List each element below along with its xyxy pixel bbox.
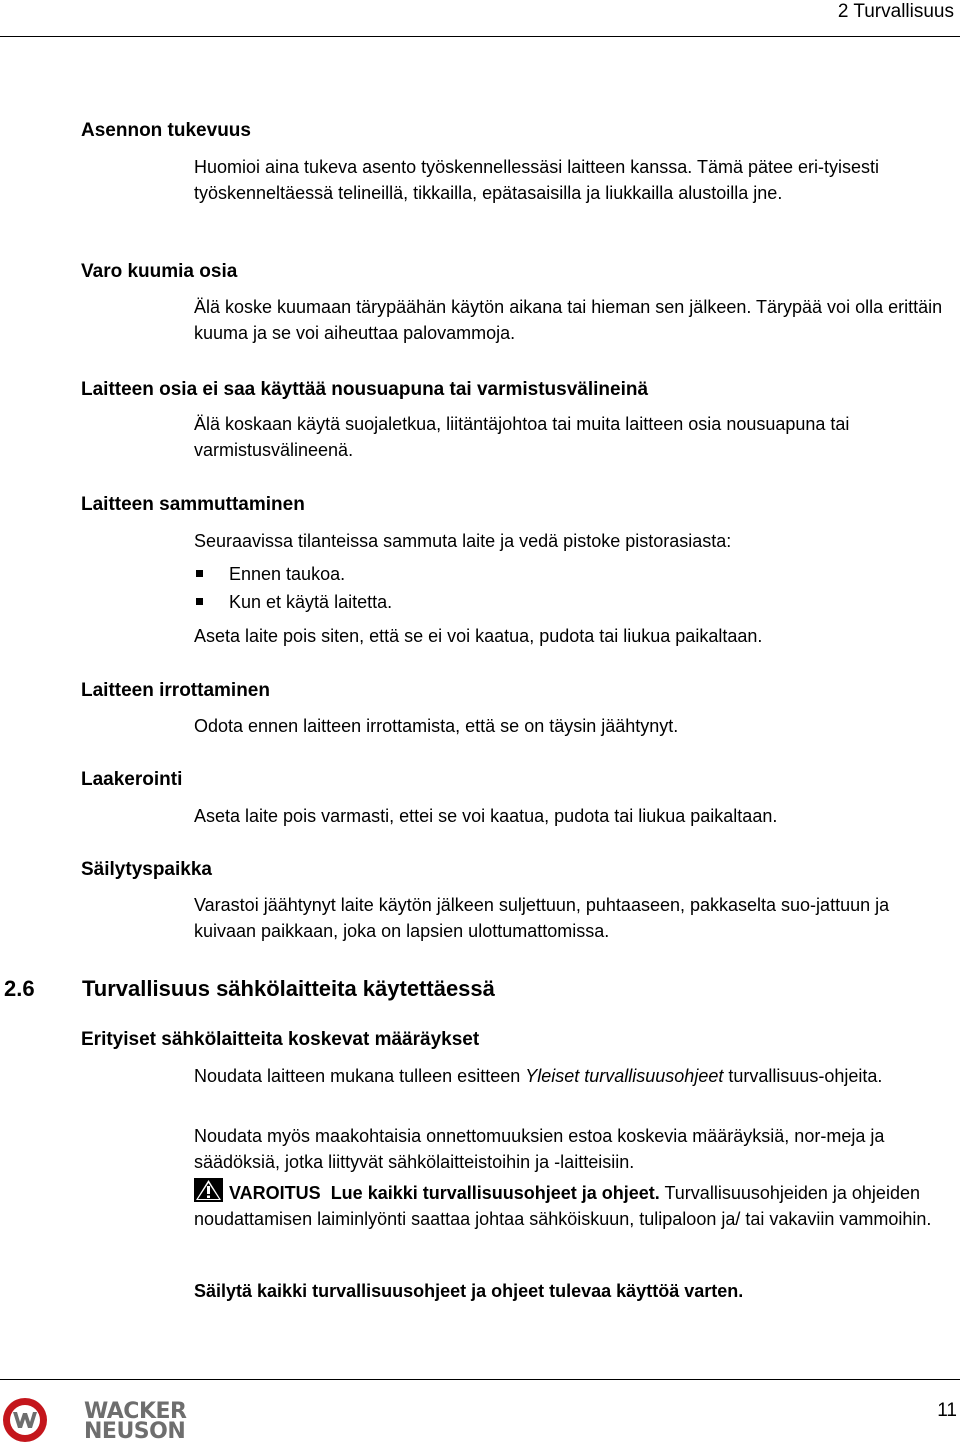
warning-block <box>194 1178 960 1232</box>
brand-logo: WACKER NEUSON <box>84 1399 187 1444</box>
header-divider <box>0 36 960 37</box>
heading-sailytyspaikka: Säilytyspaikka <box>81 859 212 880</box>
paragraph-sammuttaminen-outro: Aseta laite pois siten, että se ei voi kaatua, pudota tai liukua paikaltaan. <box>194 626 763 646</box>
section-title: Turvallisuus sähkölaitteita käytettäessä <box>82 976 495 1001</box>
heading-nousuapuna: Laitteen osia ei saa käyttää nousuapuna tai varmistusvälineinä <box>81 379 649 400</box>
wacker-neuson-emblem-icon <box>2 1397 48 1443</box>
subheading-sahkolaitteet: Erityiset sähkölaitteita koskevat määräykset <box>81 1029 480 1050</box>
warning-text: Turvallisuusohjeiden ja ohjeiden noudattamisen laiminlyönti saattaa johtaa sähköiskuun, tulipaloon ja/ tai vakaviin vammoihin. <box>194 1183 932 1229</box>
list-item: Kun et käytä laitetta. <box>194 589 392 615</box>
warning-triangle-icon <box>194 1178 223 1202</box>
warning-label: VAROITUS <box>229 1183 321 1203</box>
paragraph-yleiset-ohjeet: Noudata laitteen mukana tulleen esitteen Yleiset turvallisuusohjeet turvallisuus-ohjeita. <box>194 1066 883 1086</box>
bullet-icon <box>196 598 203 605</box>
paragraph-irrottaminen: Odota ennen laitteen irrottamista, että se on täysin jäähtynyt. <box>194 716 679 736</box>
page-number: 11 <box>937 1400 957 1421</box>
heading-varo-kuumia-osia: Varo kuumia osia <box>81 261 238 282</box>
section-number: 2.6 <box>4 976 35 1001</box>
paragraph-nousuapuna: Älä koskaan käytä suojaletkua, liitäntäjohtoa tai muita laitteen osia nousuapuna tai varmistusvälineenä. <box>194 414 850 460</box>
running-header: 2 Turvallisuus <box>837 1 954 22</box>
paragraph-sammuttaminen-intro: Seuraavissa tilanteissa sammuta laite ja vedä pistoke pistorasiasta: <box>194 531 732 551</box>
heading-laakerointi: Laakerointi <box>81 769 183 790</box>
paragraph-laakerointi: Aseta laite pois varmasti, ettei se voi kaatua, pudota tai liukua paikaltaan. <box>194 806 778 826</box>
paragraph-maakohtaiset: Noudata myös maakohtaisia onnettomuuksien estoa koskevia määräyksiä, nor-meja ja säädöksiä, jotka liittyvät sähkölaitteistoihin ja -laitteisiin. <box>194 1126 885 1172</box>
booklet-title: Yleiset turvallisuusohjeet <box>525 1066 724 1086</box>
warning-bold-text: Lue kaikki turvallisuusohjeet ja ohjeet. <box>330 1183 660 1203</box>
paragraph-varo-kuumia-osia: Älä koske kuumaan tärypäähän käytön aikana tai hieman sen jälkeen. Tärypää voi olla erittäin kuuma ja se voi aiheuttaa palovammoja. <box>194 297 943 343</box>
heading-irrottaminen: Laitteen irrottaminen <box>81 680 270 701</box>
heading-sammuttaminen: Laitteen sammuttaminen <box>81 494 305 515</box>
list-item: Ennen taukoa. <box>194 561 345 587</box>
paragraph-sailytyspaikka: Varastoi jäähtynyt laite käytön jälkeen suljettuun, puhtaaseen, pakkaselta suo-jattuun ja kuivaan paikkaan, joka on lapsien ulottumattomissa. <box>194 895 890 941</box>
footer-divider <box>0 1379 960 1380</box>
heading-asennon-tukevuus: Asennon tukevuus <box>81 120 251 141</box>
bullet-icon <box>196 570 203 577</box>
paragraph-sailyta-ohjeet: Säilytä kaikki turvallisuusohjeet ja ohjeet tulevaa käyttöä varten. <box>194 1281 744 1301</box>
paragraph-asennon-tukevuus: Huomioi aina tukeva asento työskennellessäsi laitteen kanssa. Tämä pätee eri-tyisesti työskenneltäessä telineillä, tikkailla, epätasaisilla ja liukkailla alustoilla jne. <box>194 157 880 203</box>
